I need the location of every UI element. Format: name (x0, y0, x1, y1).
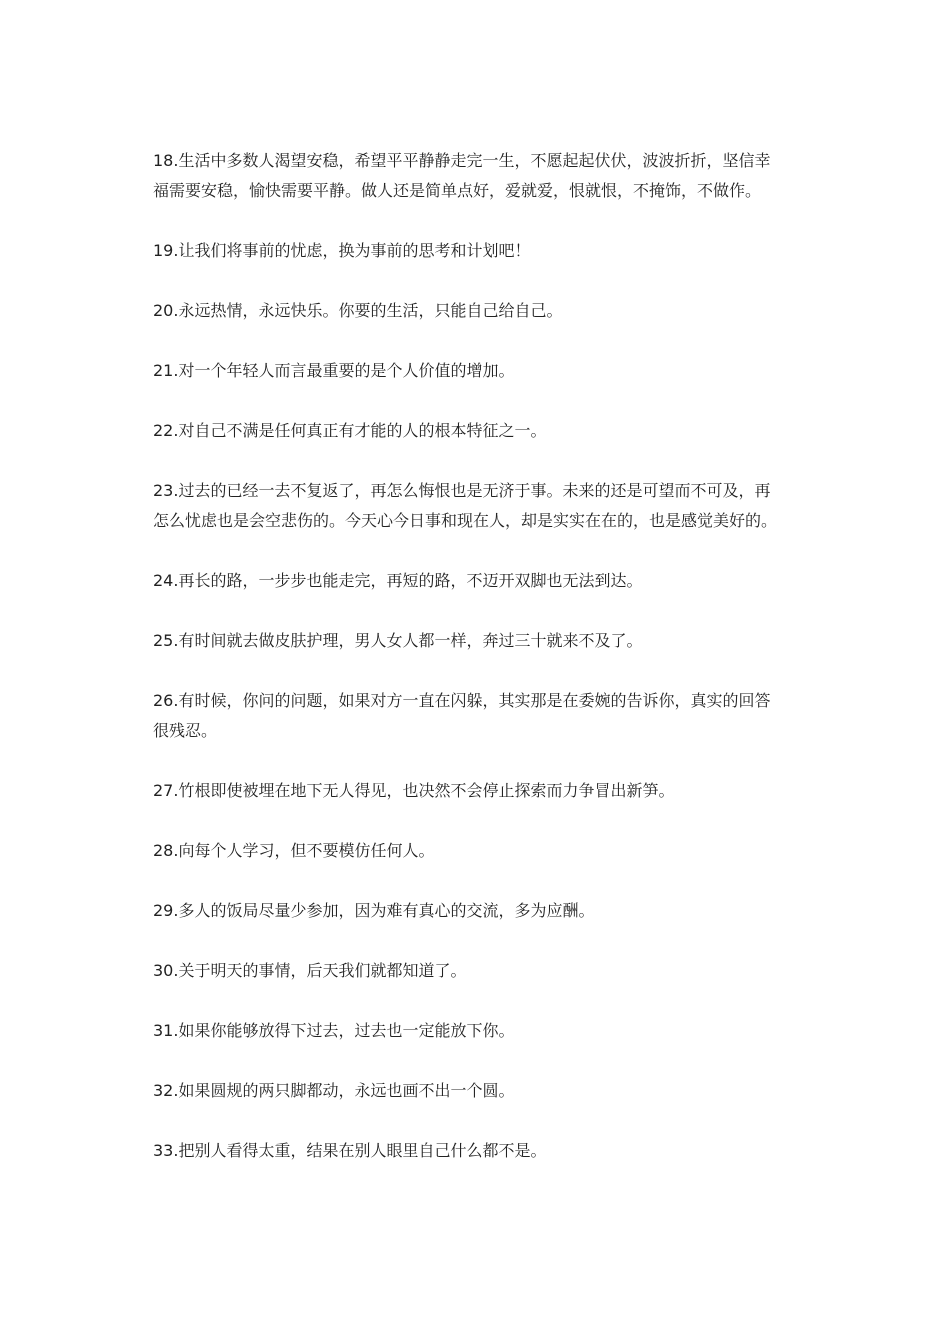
quote-28 (153, 836, 803, 866)
quote-31 (153, 1016, 803, 1046)
quote-33 (153, 1136, 803, 1166)
quote-32 (153, 1076, 803, 1106)
quote-18 (153, 146, 803, 206)
quote-20 (153, 296, 803, 326)
quote-29 (153, 896, 803, 926)
quote-line: 24.再长的路，一步步也能走完，再短的路，不迈开双脚也无法到达。 (153, 571, 643, 590)
quote-line: 29.多人的饭局尽量少参加，因为难有真心的交流，多为应酬。 (153, 901, 595, 920)
quote-line: 20.永远热情，永远快乐。你要的生活，只能自己给自己。 (153, 301, 563, 320)
quote-line: 很残忍。 (153, 721, 218, 740)
quote-line: 33.把别人看得太重，结果在别人眼里自己什么都不是。 (153, 1141, 547, 1160)
quote-30 (153, 956, 803, 986)
quote-19 (153, 236, 803, 266)
document-page (153, 146, 803, 1196)
quote-line: 28.向每个人学习，但不要模仿任何人。 (153, 841, 435, 860)
quote-line: 23.过去的已经一去不复返了，再怎么悔恨也是无济于事。未来的还是可望而不可及，再 (153, 481, 771, 500)
quote-21 (153, 356, 803, 386)
quote-line: 22.对自己不满是任何真正有才能的人的根本特征之一。 (153, 421, 547, 440)
quote-22 (153, 416, 803, 446)
quote-line: 32.如果圆规的两只脚都动，永远也画不出一个圆。 (153, 1081, 515, 1100)
quote-line: 福需要安稳，愉快需要平静。做人还是简单点好，爱就爱，恨就恨，不掩饰，不做作。 (153, 181, 762, 200)
quote-line: 怎么忧虑也是会空悲伤的。今天心今日事和现在人，却是实实在在的，也是感觉美好的。 (153, 511, 778, 530)
quote-line: 31.如果你能够放得下过去，过去也一定能放下你。 (153, 1021, 515, 1040)
quote-line: 18.生活中多数人渴望安稳，希望平平静静走完一生，不愿起起伏伏，波波折折，坚信幸 (153, 151, 771, 170)
quote-line: 25.有时间就去做皮肤护理，男人女人都一样，奔过三十就来不及了。 (153, 631, 643, 650)
quote-line: 30.关于明天的事情，后天我们就都知道了。 (153, 961, 467, 980)
quote-line: 26.有时候，你问的问题，如果对方一直在闪躲，其实那是在委婉的告诉你，真实的回答 (153, 691, 771, 710)
quote-27 (153, 776, 803, 806)
quote-line: 27.竹根即使被埋在地下无人得见，也决然不会停止探索而力争冒出新笋。 (153, 781, 675, 800)
quote-line: 19.让我们将事前的忧虑，换为事前的思考和计划吧！ (153, 241, 531, 260)
quote-24 (153, 566, 803, 596)
quote-23 (153, 476, 803, 536)
quote-25 (153, 626, 803, 656)
quote-line: 21.对一个年轻人而言最重要的是个人价值的增加。 (153, 361, 515, 380)
quote-26 (153, 686, 803, 746)
